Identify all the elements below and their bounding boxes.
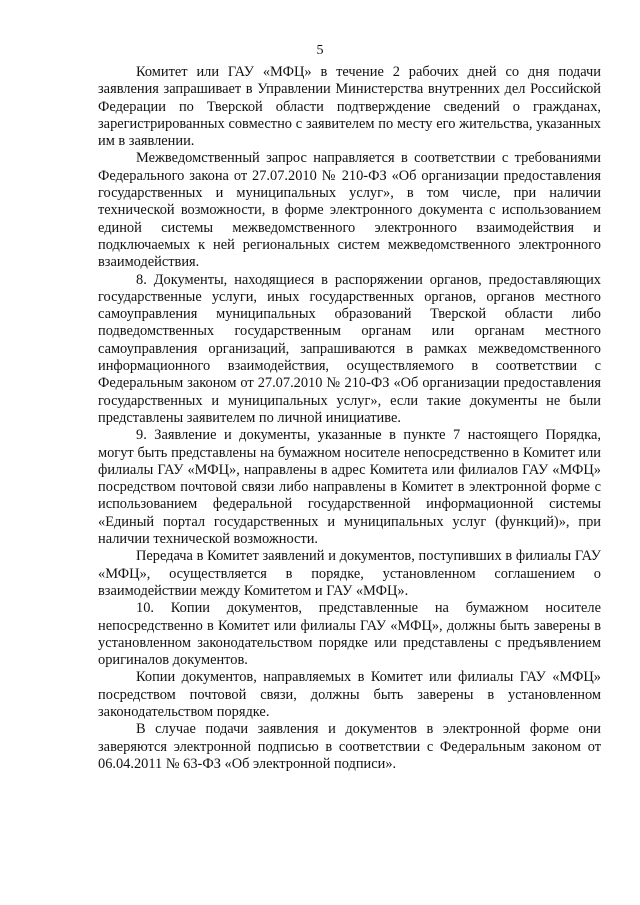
paragraph-electronic-signature: В случае подачи заявления и документов в электронной форме они заверяются электронной подписью в соответствии с Федеральным законом от 06.04.2011 № 63-ФЗ «Об электронной подписи». (98, 721, 601, 772)
page-number: 5 (316, 43, 324, 58)
document-body (98, 64, 601, 773)
paragraph-item-8: 8. Документы, находящиеся в распоряжении органов, предоставляющих государственные услуги, иных государственных органов, органов местного самоуправления муниципальных образований Тверской области либо подведомственных государственным органам или органам местного самоуправления организаций, запрашиваются в рамках межведомственного информационного взаимодействия, осуществляемого в соответствии с Федеральным законом от 27.07.2010 № 210-ФЗ «Об организации предоставления государственных и муниципальных услуг», если такие документы не были представлены заявителем по личной инициативе. (98, 271, 601, 426)
paragraph-transfer-to-committee: Передача в Комитет заявлений и документов, поступивших в филиалы ГАУ «МФЦ», осуществляется в порядке, установленном соглашением о взаимодействии между Комитетом и ГАУ «МФЦ». (98, 548, 601, 599)
paragraph-item-9: 9. Заявление и документы, указанные в пункте 7 настоящего Порядка, могут быть представлены на бумажном носителе непосредственно в Комитет или филиалы ГАУ «МФЦ», направлены в адрес Комитета или филиалов ГАУ «МФЦ» посредством почтовой связи либо направлены в Комитет в электронной форме с использованием федеральной государственной информационной системы «Единый портал государственных и муниципальных услуг (функций)», при наличии технической возможности. (98, 427, 601, 548)
paragraph-committee-request: Комитет или ГАУ «МФЦ» в течение 2 рабочих дней со дня подачи заявления запрашивает в Управлении Министерства внутренних дел Российской Федерации по Тверской области подтверждение сведений о гражданах, зарегистрированных совместно с заявителем по месту его жительства, указанных им в заявлении. (98, 64, 601, 150)
paragraph-postal-copies: Копии документов, направляемых в Комитет или филиалы ГАУ «МФЦ» посредством почтовой связи, должны быть заверены в установленном законодательством порядке. (98, 669, 601, 720)
paragraph-item-10: 10. Копии документов, представленные на бумажном носителе непосредственно в Комитет или филиалы ГАУ «МФЦ», должны быть заверены в установленном законодательством порядке или представлены с предъявлением оригиналов документов. (98, 600, 601, 669)
paragraph-interagency-request: Межведомственный запрос направляется в соответствии с требованиями Федерального закона от 27.07.2010 № 210-ФЗ «Об организации предоставления государственных и муниципальных услуг», в том числе, при наличии технической возможности, в форме электронного документа с использованием единой системы межведомственного электронного взаимодействия и подключаемых к ней региональных систем межведомственного электронного взаимодействия. (98, 150, 601, 271)
